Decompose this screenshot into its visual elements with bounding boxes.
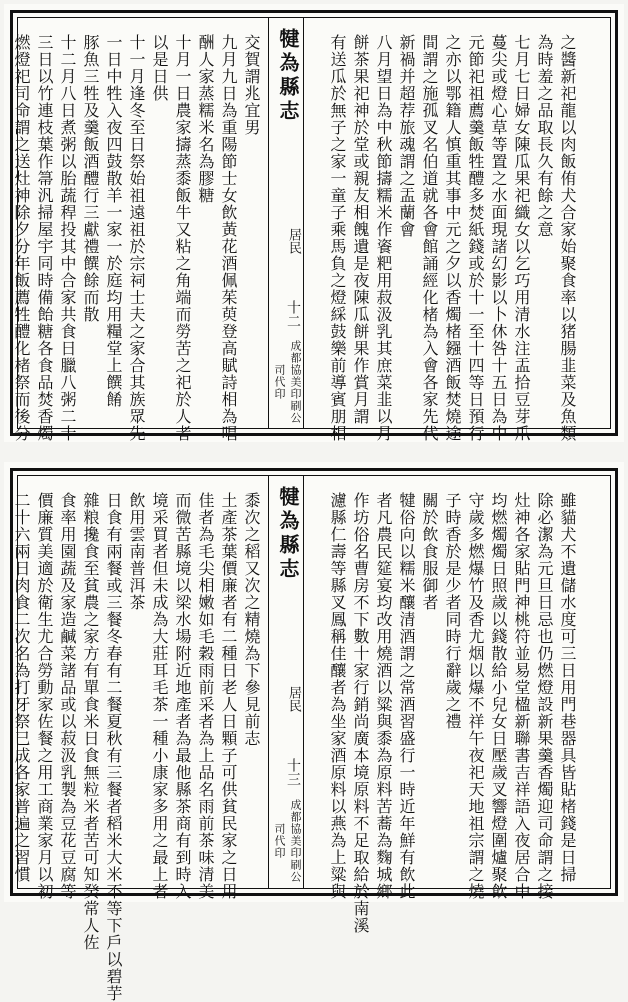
text-column: 一日中牲入夜四鼓散羊一家一於庭均用糧堂上饌餚 [104,34,123,408]
text-column: 食率用園蔬及家造鹹菜諸品或以菽汲乳製為豆花豆腐等 [58,492,77,900]
lower-page-text-area [12,475,611,1002]
lower-page-border [10,468,618,1002]
text-column: 蔓尖或燈心草等置之水面現諸幻影以卜休咎十五日為中 [489,34,508,442]
text-column: 關於飲食服御者 [420,492,439,611]
text-column: 日食有兩餐或三餐冬春有二餐夏秋有三餐者稻米大米不等下戶以碧芋 [104,492,123,1002]
text-column: 價廉質美適於衛生尤合勞動家佐餐之用工商業家月以初 [35,492,54,900]
text-column: 有送瓜於無子之家一童子乘馬負之燈綵鼓樂前導賓朋相 [328,34,347,442]
text-column: 作坊俗名曹房不下數十家行銷尚廣本境原料不足取給於南溪 [351,492,370,934]
text-column: 元節祀祖薦羹飯牲醴多焚紙錢或於十一至十四等日預行 [466,34,485,442]
book-title: 犍為縣志 [276,486,300,582]
text-column: 而微苦縣境以梁水場附近地產者為最他縣茶商有到時入 [173,492,192,900]
text-column: 十月一日農家擣蒸黍飯牛又粘之角端而勞苦之祀於人者 [173,34,192,442]
text-column: 者凡農民筵宴均改用燒酒以粱與黍為原料苦蕎為麴城鄉 [374,492,393,900]
section-name: 居民 [286,686,301,712]
text-column: 以是日供 [150,34,169,102]
upper-page-border [10,10,618,442]
center-band [268,18,304,428]
text-column: 八月望日為中秋節擣糯米作餈粑用菽汲乳其庶菜韭以月 [374,34,393,442]
text-column: 燃燈祀司命謂之送灶神除夕分年飯薦牲醴化楮祭而後分 [12,34,31,442]
text-column: 酬人家蒸糯米名為膠糖 [196,34,215,204]
lower-page [4,462,624,1002]
text-column: 二十六兩日肉食二次名為打牙祭已成各家普遍之習慣 [12,492,31,883]
text-column: 境采買者但未成為大莊耳毛茶一種小康家多用之最上者 [150,492,169,900]
text-column: 間謂之施孤叉名伯道就各會館誦經化楮為入會各家先代 [420,34,439,442]
text-column: 三日以竹連枝葉作箒汎掃屋宇同時備飴糖各食品焚香燭 [35,34,54,442]
upper-page-text-area [12,17,611,442]
text-column: 子時香於是少者同時行辭歲之禮 [443,492,462,730]
text-column: 十二月八日煮粥以胎蔬稈投其中合家共食日臘八粥二十 [58,34,77,442]
text-column: 土產茶葉價廉者有二種日老人日顆子可供貧民家之日用 [219,492,238,900]
text-column: 雜粮攙食至貧農之家方有單食米日食無粒米者苦可知癸常人佐 [81,492,100,951]
text-column: 均燃燭燭日照歲以錢散給小兒女日壓歲叉響燈圍爐聚飲 [489,492,508,900]
text-column: 飲用雲南普洱茶 [127,492,146,611]
text-column: 豚魚三牲及羹飯酒醴行三獻禮饌餘而散 [81,34,100,323]
text-column: 黍次之稻又次之精燒為下參見前志 [242,492,261,747]
printer-credit: 成都協美印刷公司代印 [273,799,302,883]
section-name: 居民 [286,228,301,254]
text-column: 灶神各家貼門神桃符並易堂楹新聯書吉祥語入夜居合中 [512,492,531,900]
text-column: 餅茶果祀神於堂或親友相餽遺是夜陳瓜餅果作賞月謂 [351,34,370,425]
center-band [268,476,304,888]
text-column: 犍俗向以糯米釀清酒謂之常酒習盛行一時近年鮮有飲此 [397,492,416,900]
text-column: 之亦以鄂籍人慎重其事中元之夕以香燭楮鏹酒飯焚燒途 [443,34,462,442]
book-title: 犍為縣志 [276,28,300,124]
page-number: 十二 [285,300,301,328]
text-column: 守歲多燃爆竹及香尤烟以爆不祥午夜祀天地祖宗謂之燒 [466,492,485,900]
text-column: 交賀謂兆宜男 [242,34,261,136]
text-column: 除必潔為元旦日忌也仍燃燈設新果羹香燭迎司命謂之接 [535,492,554,900]
text-column: 七月七日婦女陳瓜果祀織女以乞巧用清水注盂拾豆芽爪 [512,34,531,442]
page-number: 十三 [285,758,301,786]
text-column: 九月九日為重陽節士女飲黃花酒佩茱萸登高賦詩相為唱 [219,34,238,442]
text-column: 十一月逢冬至日祭始祖遠祖於宗祠士夫之家合其族眾先 [127,34,146,442]
text-column: 雖貓犬不遺儲水度可三日用門巷器具皆貼楮錢是日掃 [558,492,577,883]
text-column: 新禍并超荐旅魂謂之盂蘭會 [397,34,416,238]
upper-page [4,4,624,442]
text-column: 濾縣仁壽等縣叉鳳稱佳釀者為坐家酒原料以燕為上粱與 [328,492,347,900]
text-column: 之醬新祀龍以肉飯侑犬合家始聚食率以猪腸韭菜及魚類 [558,34,577,442]
text-column: 佳者為毛尖相嫩如毛穀雨前采者為上品名雨前茶味清美 [196,492,215,900]
page-gap [0,442,628,462]
printer-credit: 成都協美印刷公司代印 [273,340,302,424]
text-column: 為時羞之品取長久有餘之意 [535,34,554,238]
